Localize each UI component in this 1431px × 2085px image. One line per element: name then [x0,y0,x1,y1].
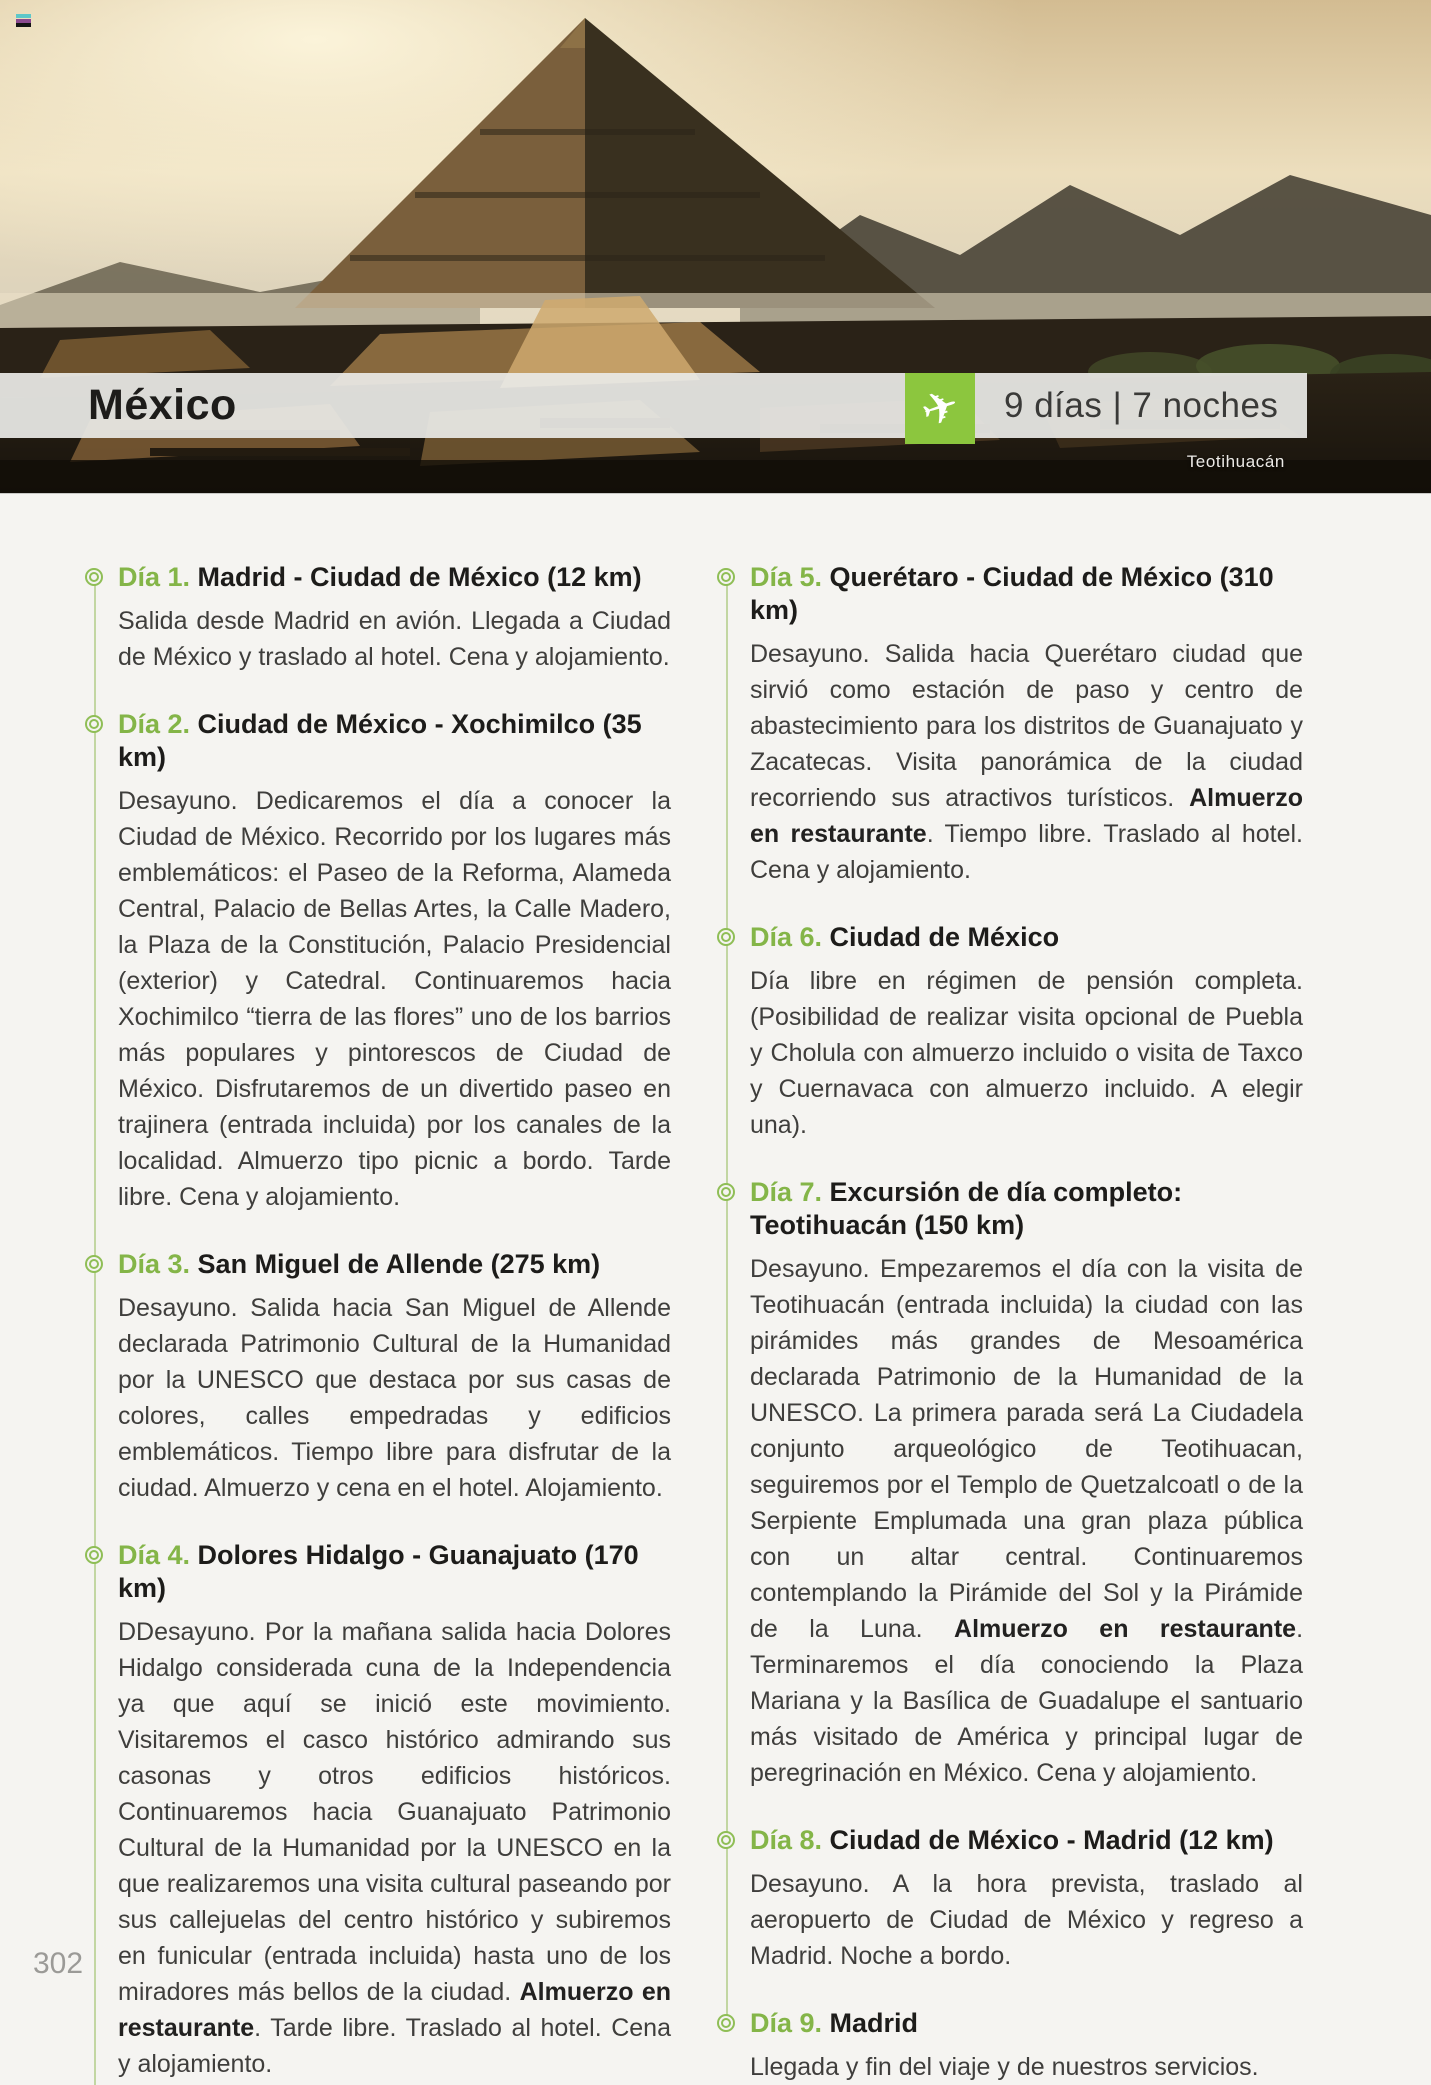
day-heading [118,708,671,774]
day-heading [750,561,1303,627]
duration-text: 9 días | 7 noches [1004,385,1279,425]
day-body: Llegada y fin del viaje y de nuestros servicios. [750,2053,1259,2081]
day-block [118,561,671,675]
photo-caption: Teotihuacán [1186,452,1285,471]
day-label: Día 9. [750,2008,830,2038]
day-block [118,708,671,1215]
day-block [118,1248,671,1506]
day-body: Desayuno. Salida hacia Querétaro ciudad que sirvió como estación de paso y centro de abastecimiento para los distritos de Guanajuato y Zacatecas. Visita panorámica de la ciudad recorriendo sus atractivos turísticos. Almuerzo en restaurante. Tiempo libre. Traslado al hotel. Cena y alojamiento. [750,640,1303,884]
column-right [750,561,1303,2085]
day-title: Dolores Hidalgo - Guanajuato (170 km) [118,1540,639,1603]
timeline-marker-icon [85,1546,103,1564]
day-title: Ciudad de México [829,922,1060,952]
timeline-marker-icon [717,1183,735,1201]
timeline-marker-icon [85,1255,103,1273]
timeline-line [94,577,96,2085]
registration-mark [16,14,31,27]
day-body: Salida desde Madrid en avión. Llegada a Ciudad de México y traslado al hotel. Cena y alojamiento. [118,607,671,671]
day-body: Desayuno. A la hora prevista, traslado al aeropuerto de Ciudad de México y regreso a Madrid. Noche a bordo. [750,1870,1303,1970]
day-block [750,1176,1303,1791]
day-label: Día 1. [118,562,198,592]
day-title: Madrid - Ciudad de México (12 km) [197,562,642,592]
day-body: Desayuno. Salida hacia San Miguel de Allende declarada Patrimonio Cultural de la Humanidad por la UNESCO que destaca por sus casas de colores, calles empedradas y edificios emblemáticos. Tiempo libre para disfrutar de la ciudad. Almuerzo y cena en el hotel. Alojamiento. [118,1294,671,1502]
day-body: Desayuno. Dedicaremos el día a conocer la Ciudad de México. Recorrido por los lugares más emblemáticos: el Paseo de la Reforma, Alameda Central, Palacio de Bellas Artes, la Calle Madero, la Plaza de la Constitución, Palacio Presidencial (exterior) y Catedral. Continuaremos hacia Xochimilco “tierra de las flores” uno de los barrios más populares y pintorescos de Ciudad de México. Disfrutaremos de un divertido paseo en trajinera (entrada incluida) por los canales de la localidad. Almuerzo tipo picnic a bordo. Tarde libre. Cena y alojamiento. [118,787,671,1211]
timeline-marker-icon [85,715,103,733]
timeline-line [726,577,728,2023]
day-heading [750,1824,1303,1857]
plane-icon: ✈ [914,379,965,438]
day-body: Día libre en régimen de pensión completa. (Posibilidad de realizar visita opcional de Puebla y Cholula con almuerzo incluido o visita de Taxco y Cuernavaca con almuerzo incluido. A elegir una). [750,967,1303,1139]
day-body: Desayuno. Empezaremos el día con la visita de Teotihuacán (entrada incluida) la ciudad con las pirámides más grandes de Mesoamérica declarada Patrimonio de la Humanidad de la UNESCO. La primera parada será La Ciudadela conjunto arqueológico de Teotihuacan, seguiremos por el Templo de Quetzalcoatl o de la Serpiente Emplumada una gran plaza pública con un altar central. Continuaremos contemplando la Pirámide del Sol y la Pirámide de la Luna. Almuerzo en restaurante. Terminaremos el día conociendo la Plaza Mariana y la Basílica de Guadalupe el santuario más visitado de América y principal lugar de peregrinación en México. Cena y alojamiento. [750,1255,1304,1787]
day-label: Día 4. [118,1540,198,1570]
day-block [750,561,1303,888]
day-label: Día 2. [118,709,198,739]
page-title: México [88,381,237,429]
timeline-marker-icon [717,1831,735,1849]
timeline-marker-icon [717,2014,735,2032]
day-heading [118,561,671,594]
day-label: Día 5. [750,562,830,592]
day-title: Ciudad de México - Xochimilco (35 km) [118,709,642,772]
day-title: Madrid [829,2008,919,2038]
day-block [750,921,1303,1143]
day-title: San Miguel de Allende (275 km) [197,1249,601,1279]
day-title: Ciudad de México - Madrid (12 km) [829,1825,1274,1855]
day-heading [750,2007,1303,2040]
timeline-marker-icon [85,568,103,586]
timeline-marker-icon [717,928,735,946]
day-heading [118,1248,671,1281]
day-heading [750,921,1303,954]
day-heading [750,1176,1303,1242]
column-left [118,561,671,2085]
day-label: Día 6. [750,922,830,952]
page-number: 302 [33,1947,84,1980]
itinerary [118,561,1303,2085]
day-heading [118,1539,671,1605]
day-body: DDesayuno. Por la mañana salida hacia Dolores Hidalgo considerada cuna de la Independencia ya que aquí se inició este movimiento. Visitaremos el casco histórico admirando sus casonas y otros edificios históricos. Continuaremos hacia Guanajuato Patrimonio Cultural de la Humanidad por la UNESCO en la que realizaremos una visita cultural paseando por sus callejuelas del centro histórico y subiremos en funicular (entrada incluida) hasta uno de los miradores más bellos de la ciudad. Almuerzo en restaurante. Tarde libre. Traslado al hotel. Cena y alojamiento. [118,1618,672,2078]
day-label: Día 8. [750,1825,830,1855]
day-label: Día 3. [118,1249,198,1279]
day-block [750,1824,1303,1974]
day-title: Querétaro - Ciudad de México (310 km) [750,562,1274,625]
day-title: Excursión de día completo: Teotihuacán (150 km) [750,1177,1183,1240]
day-label: Día 7. [750,1177,830,1207]
day-block [750,2007,1303,2085]
timeline-marker-icon [717,568,735,586]
plane-badge [905,373,975,444]
day-block [118,1539,671,2082]
